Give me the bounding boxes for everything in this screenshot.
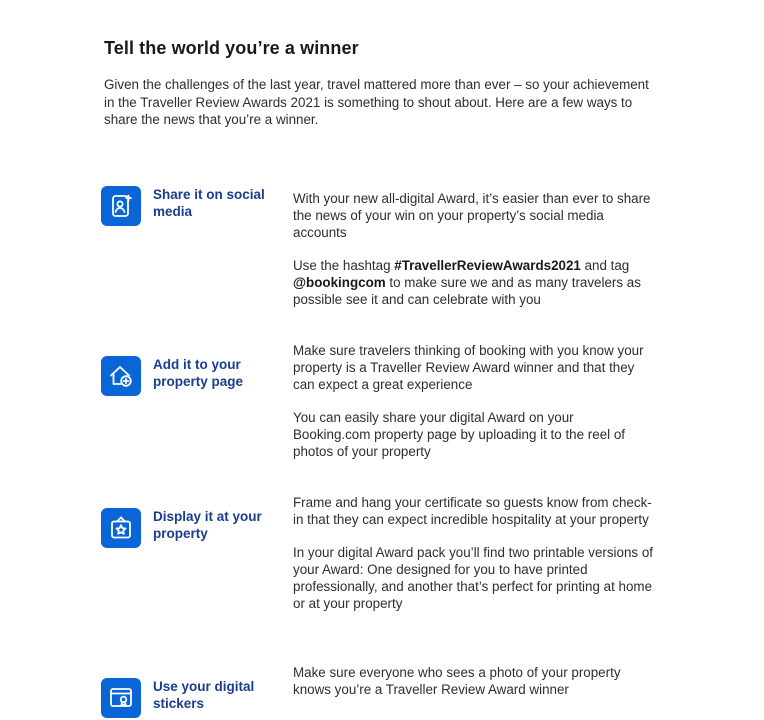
framed-star-icon <box>101 508 141 548</box>
section-title-display-property: Display it at your property <box>153 509 262 541</box>
section-title-property-page: Add it to your property page <box>153 357 244 389</box>
sticker-award-icon <box>101 678 141 718</box>
section-text-digital-stickers: Make sure everyone who sees a photo of your property knows you’re a Traveller Review Award winner <box>293 665 621 697</box>
section-title-social-media: Share it on social media <box>153 187 265 219</box>
section-title-digital-stickers: Use your digital stickers <box>153 679 255 711</box>
add-home-icon <box>101 356 141 396</box>
hashtag-paragraph: Use the hashtag #TravellerReviewAwards2021 and tag @bookingcom to make sure we and as many travelers as possible see it and can celebrate with you <box>293 258 641 307</box>
page-title: Tell the world you’re a winner <box>104 38 359 58</box>
section-text-display-property: Frame and hang your certificate so guests know from check-in that they can expect incredible hospitality at your property In your digital Award pack you’ll find two printable versions of your Award: One designed for you to have printed professionally, and another that’s perfect for printing at home or at your property <box>293 495 654 611</box>
section-text-property-page: Make sure travelers thinking of booking with you know your property is a Traveller Review Award winner and that they can expect a great experience You can easily share your digital Award on your Booking.com property page by uploading it to the reel of photos of your property <box>293 343 644 459</box>
hashtag: #TravellerReviewAwards2021 <box>394 258 581 273</box>
social-media-icon <box>101 186 141 226</box>
intro-paragraph: Given the challenges of the last year, travel mattered more than ever – so your achievement in the Traveller Review Awards 2021 is something to shout about. Here are a few ways to share the news that you’re a winner. <box>104 77 649 127</box>
section-text-social-media: With your new all-digital Award, it’s easier than ever to share the news of your win on your property’s social media accounts Use the hashtag #TravellerReviewAwards2021 and tag @bookingcom to make sure we and as many travelers as possible see it and can celebrate with you <box>293 190 653 324</box>
booking-handle: @bookingcom <box>293 275 386 290</box>
